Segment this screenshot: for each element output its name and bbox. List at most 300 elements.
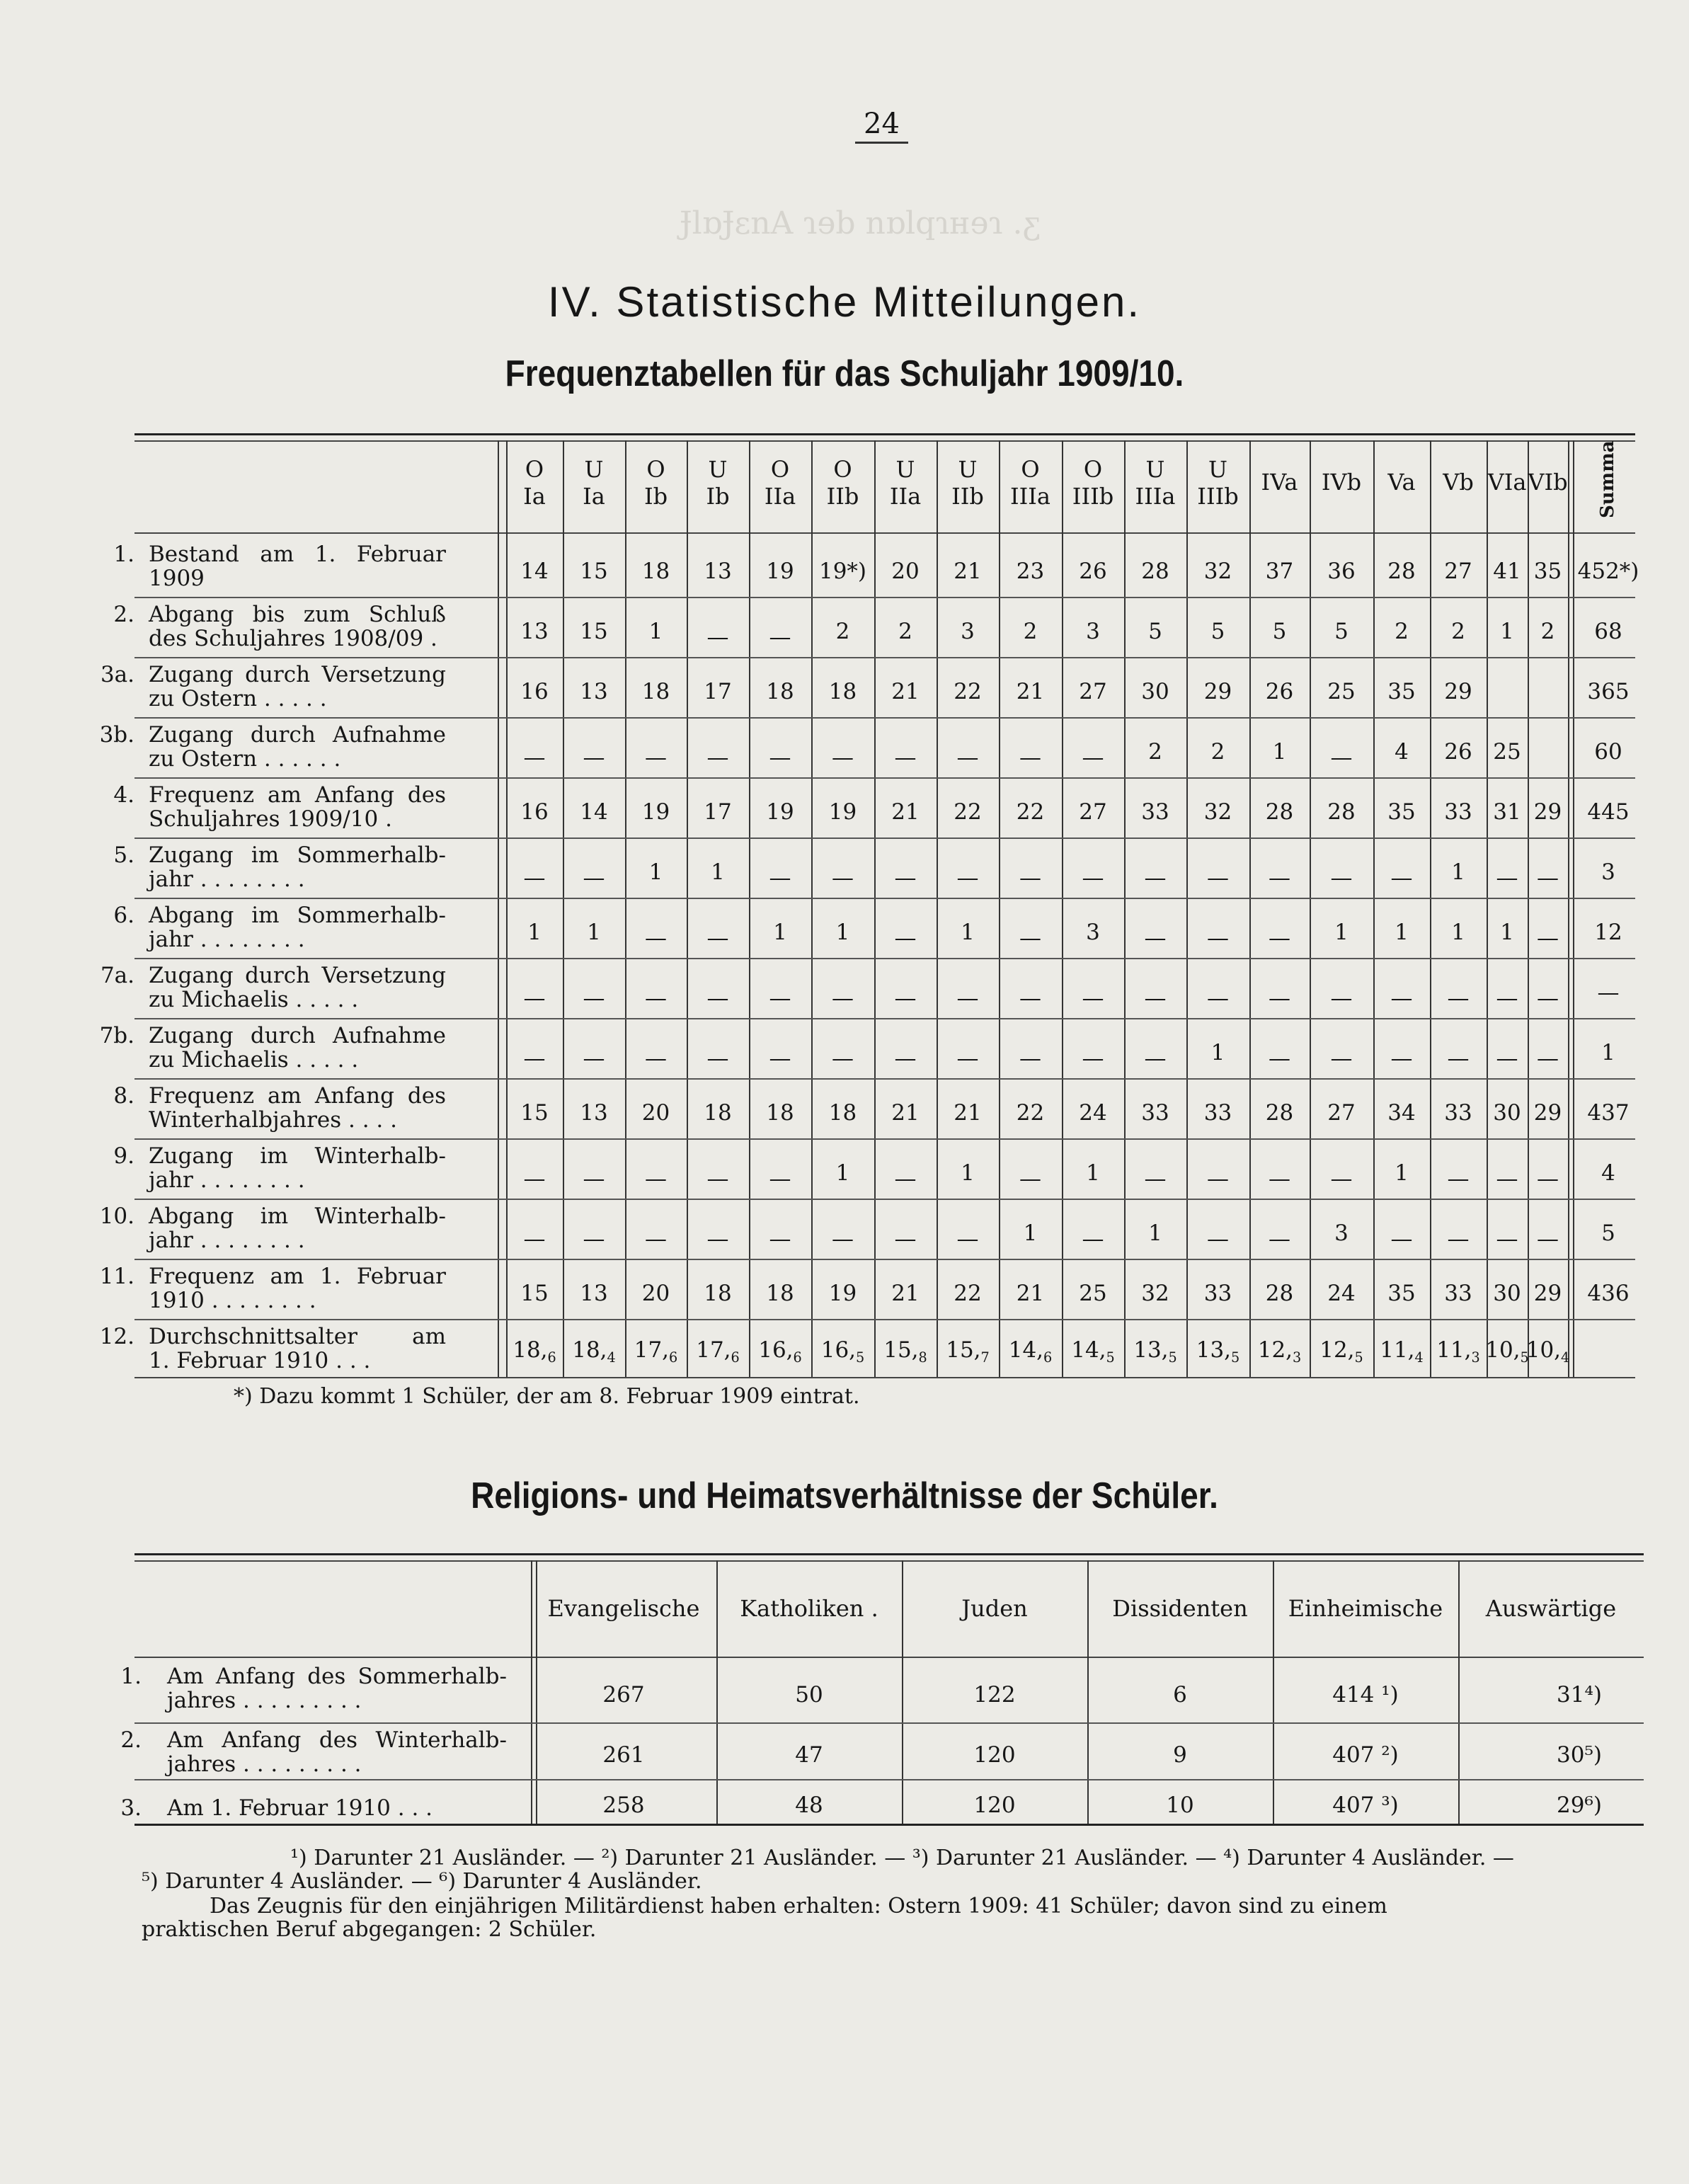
class-header-top: O xyxy=(525,456,544,483)
frequency-cell: 22 xyxy=(954,678,982,704)
column-rule xyxy=(536,1560,537,1824)
frequency-cell: — xyxy=(1447,1165,1470,1191)
frequency-cell: — xyxy=(769,985,791,1011)
row-label-line: Abgang bis zum Schluß xyxy=(149,602,446,627)
row-number: 5. xyxy=(113,842,134,868)
frequency-cell: — xyxy=(583,1225,605,1252)
frequency-cell: — xyxy=(1330,1045,1353,1071)
frequency-cell: 17 xyxy=(704,799,732,825)
religion-header: Evangelische xyxy=(547,1595,700,1622)
frequency-cell: 19 xyxy=(766,558,794,584)
frequency-cell: — xyxy=(1390,985,1413,1011)
frequency-cell: — xyxy=(1269,985,1290,1011)
frequency-cell: $18,_4$ xyxy=(572,1337,616,1366)
row-label-line: jahres . . . . . . . . . xyxy=(167,1751,362,1777)
frequency-cell: — xyxy=(769,624,791,650)
row-label-line: Frequenz am Anfang des xyxy=(149,1083,446,1109)
class-header xyxy=(827,456,859,510)
page-number: 24 xyxy=(855,108,908,144)
row-label-lines xyxy=(167,1664,507,1713)
frequency-cell: 15 xyxy=(580,558,608,584)
frequency-cell: 28 xyxy=(1327,799,1356,825)
row-label xyxy=(92,1084,488,1140)
row-label xyxy=(92,1144,488,1201)
frequency-cell: — xyxy=(1390,864,1413,891)
frequency-cell: 24 xyxy=(1079,1099,1107,1126)
frequency-cell: — xyxy=(1144,925,1167,951)
religion-cell: 120 xyxy=(973,1792,1016,1818)
class-header-top: U xyxy=(1145,456,1165,483)
frequency-cell: — xyxy=(645,1165,667,1191)
frequency-cell: 25 xyxy=(1493,738,1521,765)
frequency-cell: — xyxy=(1330,1165,1353,1191)
frequency-cell: 13 xyxy=(580,1280,608,1306)
class-header xyxy=(765,456,796,510)
frequency-cell: 27 xyxy=(1079,799,1107,825)
frequency-cell: — xyxy=(1537,1225,1559,1252)
frequency-cell: — xyxy=(645,925,667,951)
frequency-cell: — xyxy=(1082,864,1104,891)
frequency-cell: 2 xyxy=(898,618,912,644)
frequency-cell: $10,_4$ xyxy=(1525,1337,1570,1366)
row-label-line: jahres . . . . . . . . . xyxy=(167,1688,362,1713)
row-number: 1. xyxy=(120,1664,142,1689)
row-label-line: Zugang durch Aufnahme xyxy=(149,1023,446,1048)
row-label-line: Abgang im Sommerhalb- xyxy=(149,903,446,928)
class-header-bottom: Ia xyxy=(523,483,546,510)
religion-cell: 9 xyxy=(1173,1742,1187,1768)
column-rule xyxy=(1186,440,1188,1377)
frequency-cell: — xyxy=(769,1225,791,1252)
frequency-cell: — xyxy=(583,1165,605,1191)
frequency-cell: 36 xyxy=(1327,558,1356,584)
frequency-cell: — xyxy=(1537,1045,1559,1071)
summa-cell: 4 xyxy=(1601,1160,1615,1186)
summa-cell: 60 xyxy=(1594,738,1622,765)
class-header xyxy=(706,456,729,510)
frequency-cell: $14,_5$ xyxy=(1071,1337,1115,1366)
frequency-cell: — xyxy=(1537,985,1559,1011)
row-label-line: des Schuljahres 1908/09 . xyxy=(149,626,437,651)
frequency-cell: 1 xyxy=(1023,1220,1038,1246)
class-header-bottom: IIb xyxy=(826,483,859,510)
frequency-cell: — xyxy=(1082,744,1104,770)
summa-cell: 437 xyxy=(1587,1099,1630,1126)
frequency-cell: 2 xyxy=(1210,738,1225,765)
frequency-cell: $18,_6$ xyxy=(513,1337,556,1366)
row-label xyxy=(92,783,488,840)
class-header xyxy=(583,456,605,510)
frequency-cell: — xyxy=(1269,1225,1290,1252)
religion-cell: 122 xyxy=(973,1682,1016,1708)
row-label xyxy=(92,602,488,659)
frequency-cell: — xyxy=(1330,985,1353,1011)
row-label-line: Schuljahres 1909/10 . xyxy=(149,806,392,832)
frequency-cell: 18 xyxy=(704,1280,732,1306)
frequency-cell: — xyxy=(832,1225,854,1252)
frequency-cell: — xyxy=(1537,864,1559,891)
religion-cell: 29⁶) xyxy=(1557,1792,1602,1818)
frequency-cell: — xyxy=(769,1045,791,1071)
column-rule xyxy=(1430,440,1431,1377)
frequency-cell: 13 xyxy=(704,558,732,584)
class-header-bottom: IVb xyxy=(1321,469,1362,496)
frequency-cell: — xyxy=(832,1045,854,1071)
column-rule xyxy=(1487,440,1488,1377)
frequency-cell: $16,_6$ xyxy=(758,1337,802,1366)
frequency-cell: 13 xyxy=(580,1099,608,1126)
row-label xyxy=(92,903,488,960)
frequency-cell: — xyxy=(1496,1045,1518,1071)
row-label-line: jahr . . . . . . . . xyxy=(149,867,305,892)
frequency-cell: — xyxy=(1144,1045,1167,1071)
frequency-cell: 1 xyxy=(1500,919,1514,945)
row-label-line: 1910 . . . . . . . . xyxy=(149,1288,316,1313)
frequency-cell: 35 xyxy=(1387,678,1416,704)
religion-header-rule xyxy=(134,1657,1644,1658)
frequency-cell: 13 xyxy=(580,678,608,704)
column-rule xyxy=(498,440,499,1377)
religion-table-title: Religions- und Heimatsverhältnisse der Schüler. xyxy=(471,1474,1218,1516)
frequency-cell: — xyxy=(956,1045,979,1071)
frequency-cell: 5 xyxy=(1148,618,1162,644)
frequency-cell: — xyxy=(832,985,854,1011)
frequency-cell: — xyxy=(1496,864,1518,891)
class-header-bottom: IIa xyxy=(889,483,922,510)
religion-cell: 267 xyxy=(602,1682,645,1708)
frequency-cell: — xyxy=(1144,1165,1167,1191)
frequency-cell: — xyxy=(1144,864,1167,891)
frequency-cell: 1 xyxy=(835,1160,850,1186)
frequency-cell: 5 xyxy=(1272,618,1287,644)
frequency-cell: 22 xyxy=(954,1280,982,1306)
column-rule xyxy=(999,440,1000,1377)
frequency-cell: $12,_5$ xyxy=(1319,1337,1363,1366)
row-number: 1. xyxy=(113,542,134,567)
religion-cell: 30⁵) xyxy=(1557,1742,1602,1768)
frequency-cell: 35 xyxy=(1533,558,1562,584)
frequency-cell: 1 xyxy=(773,919,787,945)
class-header xyxy=(1135,456,1176,510)
class-header-bottom: Ib xyxy=(643,483,668,510)
row-label xyxy=(92,1325,488,1381)
class-header xyxy=(1197,456,1238,510)
frequency-cell: 25 xyxy=(1327,678,1356,704)
row-label-line: Zugang durch Aufnahme xyxy=(149,722,446,748)
frequency-cell: 1 xyxy=(1086,1160,1100,1186)
row-label xyxy=(106,1664,524,1721)
column-rule xyxy=(563,440,564,1377)
frequency-cell: — xyxy=(1207,1225,1229,1252)
frequency-cell: — xyxy=(645,985,667,1011)
class-header xyxy=(890,456,921,510)
frequency-cell: 22 xyxy=(1016,799,1045,825)
frequency-cell: 2 xyxy=(1451,618,1465,644)
frequency-cell: 19*) xyxy=(818,558,867,584)
class-header-top: O xyxy=(833,456,852,483)
column-rule xyxy=(531,1560,532,1824)
class-header xyxy=(644,456,668,510)
frequency-cell: 23 xyxy=(1016,558,1045,584)
row-label-line: Abgang im Winterhalb- xyxy=(149,1204,446,1229)
frequency-cell: — xyxy=(1019,1045,1041,1071)
frequency-cell: 18 xyxy=(641,678,670,704)
frequency-cell: — xyxy=(1144,985,1167,1011)
frequency-cell: 1 xyxy=(1272,738,1287,765)
frequency-cell: 33 xyxy=(1203,1280,1232,1306)
frequency-cell: 30 xyxy=(1141,678,1169,704)
religion-cell: 6 xyxy=(1173,1682,1187,1708)
frequency-cell: — xyxy=(645,1045,667,1071)
row-label-line: jahr . . . . . . . . xyxy=(149,1228,305,1253)
frequency-cell: 3 xyxy=(1086,618,1100,644)
class-header xyxy=(1387,469,1415,496)
frequency-cell: 27 xyxy=(1079,678,1107,704)
frequency-cell: 31 xyxy=(1493,799,1521,825)
frequency-cell: 29 xyxy=(1203,678,1232,704)
frequency-cell: 21 xyxy=(891,799,920,825)
frequency-cell: $10,_5$ xyxy=(1485,1337,1529,1366)
row-number: 6. xyxy=(113,903,134,928)
frequency-cell: 27 xyxy=(1327,1099,1356,1126)
frequency-cell: — xyxy=(583,1045,605,1071)
frequency-cell: 3 xyxy=(1334,1220,1349,1246)
frequency-cell: 26 xyxy=(1079,558,1107,584)
frequency-cell: 5 xyxy=(1334,618,1349,644)
row-label-line: Am Anfang des Sommerhalb- xyxy=(167,1664,507,1689)
column-rule xyxy=(1249,440,1251,1377)
frequency-cell: — xyxy=(1082,1225,1104,1252)
bleed-through: ɈlɒɈɛnA ɿɘb nɒlqɿʜɘɿ .ƹ xyxy=(680,205,1041,241)
summa-cell: 445 xyxy=(1587,799,1630,825)
summa-cell: 68 xyxy=(1594,618,1622,644)
row-label-lines xyxy=(149,1024,446,1072)
frequency-cell: — xyxy=(706,1165,729,1191)
frequency-cell: 19 xyxy=(641,799,670,825)
column-rule xyxy=(749,440,750,1377)
frequency-cell: 18 xyxy=(828,678,857,704)
class-header-top: O xyxy=(646,456,665,483)
row-label xyxy=(92,964,488,1020)
column-rule xyxy=(1573,440,1574,1377)
frequency-cell: 35 xyxy=(1387,1280,1416,1306)
religion-cell: 258 xyxy=(602,1792,645,1818)
frequency-cell: $15,_8$ xyxy=(883,1337,927,1366)
religion-top-rule-2 xyxy=(134,1560,1644,1562)
frequency-cell: — xyxy=(583,985,605,1011)
row-label xyxy=(92,542,488,599)
class-header-top: U xyxy=(895,456,915,483)
frequency-cell: 28 xyxy=(1265,799,1294,825)
class-header-bottom: Vb xyxy=(1443,469,1474,496)
frequency-cell: 20 xyxy=(891,558,920,584)
row-number: 11. xyxy=(99,1264,134,1289)
frequency-cell: — xyxy=(706,744,729,770)
frequency-cell: — xyxy=(706,1225,729,1252)
row-label-lines xyxy=(149,783,446,831)
row-label-line: Frequenz am 1. Februar xyxy=(149,1264,446,1289)
class-header-bottom: Va xyxy=(1387,469,1416,496)
frequency-cell: 1 xyxy=(1451,919,1465,945)
summa-cell: — xyxy=(1597,979,1620,1005)
frequency-cell: 30 xyxy=(1493,1280,1521,1306)
column-rule xyxy=(1373,440,1375,1377)
frequency-cell: 25 xyxy=(1079,1280,1107,1306)
column-rule xyxy=(1310,440,1311,1377)
table-top-rule xyxy=(134,433,1635,435)
frequency-cell: — xyxy=(523,1225,546,1252)
frequency-cell: — xyxy=(706,925,729,951)
row-number: 4. xyxy=(113,782,134,808)
frequency-cell: 26 xyxy=(1265,678,1294,704)
frequency-cell: 2 xyxy=(835,618,850,644)
frequency-cell: — xyxy=(1447,1225,1470,1252)
frequency-cell: $13,_5$ xyxy=(1196,1337,1240,1366)
frequency-footnote: *) Dazu kommt 1 Schüler, der am 8. Februar 1909 eintrat. xyxy=(234,1384,860,1409)
row-number: 7a. xyxy=(100,963,134,988)
frequency-cell: $13,_5$ xyxy=(1133,1337,1177,1366)
frequency-cell: — xyxy=(894,1165,917,1191)
frequency-cell: 21 xyxy=(954,558,982,584)
class-header-bottom: IVa xyxy=(1261,469,1298,496)
class-header-bottom: IIa xyxy=(764,483,796,510)
frequency-cell: — xyxy=(769,744,791,770)
frequency-cell: 19 xyxy=(828,799,857,825)
frequency-cell: — xyxy=(1269,925,1290,951)
frequency-cell: 1 xyxy=(1451,859,1465,885)
frequency-cell: — xyxy=(894,985,917,1011)
religion-cell: 261 xyxy=(602,1742,645,1768)
frequency-cell: 32 xyxy=(1141,1280,1169,1306)
frequency-cell: 16 xyxy=(520,678,549,704)
frequency-cell: 1 xyxy=(1395,1160,1409,1186)
frequency-cell: 29 xyxy=(1533,1280,1562,1306)
row-label-lines xyxy=(149,542,446,590)
frequency-cell: 22 xyxy=(954,799,982,825)
religion-cell: 31⁴) xyxy=(1557,1682,1602,1708)
row-number: 3. xyxy=(120,1795,142,1821)
row-number: 8. xyxy=(113,1083,134,1109)
frequency-cell: $11,_3$ xyxy=(1436,1337,1480,1366)
row-label-line: zu Michaelis . . . . . xyxy=(149,1047,359,1073)
frequency-cell: 34 xyxy=(1387,1099,1416,1126)
row-label-lines xyxy=(149,843,446,891)
frequency-cell: 32 xyxy=(1203,558,1232,584)
row-label xyxy=(92,1204,488,1261)
frequency-cell: 1 xyxy=(1148,1220,1162,1246)
frequency-cell: — xyxy=(1390,1045,1413,1071)
frequency-cell: — xyxy=(956,744,979,770)
frequency-cell: 37 xyxy=(1265,558,1294,584)
row-label-line: zu Ostern . . . . . xyxy=(149,686,327,711)
frequency-cell: 35 xyxy=(1387,799,1416,825)
row-label-line: Bestand am 1. Februar xyxy=(149,542,446,567)
row-label-line: jahr . . . . . . . . xyxy=(149,1167,305,1193)
frequency-cell: — xyxy=(894,1045,917,1071)
row-label xyxy=(92,843,488,900)
column-rule xyxy=(1528,440,1529,1377)
frequency-cell: — xyxy=(1496,1225,1518,1252)
frequency-cell: $16,_5$ xyxy=(820,1337,865,1366)
class-header-bottom: IIb xyxy=(951,483,984,510)
frequency-cell: 19 xyxy=(828,1280,857,1306)
frequency-cell: 17 xyxy=(704,678,732,704)
column-rule xyxy=(716,1560,718,1824)
class-header-bottom: IIIb xyxy=(1072,483,1114,510)
frequency-cell: 1 xyxy=(1210,1039,1225,1065)
religion-footnote-2: ⁵) Darunter 4 Ausländer. — ⁶) Darunter 4 Ausländer. xyxy=(142,1869,702,1894)
frequency-cell: 18 xyxy=(704,1099,732,1126)
frequency-cell: 33 xyxy=(1203,1099,1232,1126)
religion-cell: 120 xyxy=(973,1742,1016,1768)
frequency-cell: 33 xyxy=(1141,1099,1169,1126)
column-rule xyxy=(506,440,508,1377)
frequency-cell: — xyxy=(1207,925,1229,951)
row-label-line: 1. Februar 1910 . . . xyxy=(149,1348,371,1373)
religion-header: Einheimische xyxy=(1288,1595,1443,1622)
column-rule xyxy=(937,440,938,1377)
frequency-cell: — xyxy=(1390,1225,1413,1252)
frequency-cell: — xyxy=(832,744,854,770)
frequency-cell: — xyxy=(894,1225,917,1252)
row-label-lines xyxy=(167,1796,507,1820)
row-label-lines xyxy=(149,903,446,951)
frequency-cell: 28 xyxy=(1387,558,1416,584)
frequency-cell: — xyxy=(1207,1165,1229,1191)
frequency-cell: 21 xyxy=(891,678,920,704)
class-header-top: O xyxy=(1021,456,1040,483)
column-rule xyxy=(902,1560,903,1824)
row-label-lines xyxy=(149,1204,446,1252)
frequency-cell: — xyxy=(706,624,729,650)
frequency-cell: 21 xyxy=(891,1280,920,1306)
frequency-cell: — xyxy=(1019,1165,1041,1191)
frequency-cell: 3 xyxy=(1086,919,1100,945)
class-header-bottom: VIa xyxy=(1487,469,1527,496)
frequency-cell: — xyxy=(1496,985,1518,1011)
frequency-cell: 33 xyxy=(1444,1280,1472,1306)
row-label xyxy=(92,1264,488,1321)
frequency-cell: — xyxy=(523,1045,546,1071)
frequency-cell: 26 xyxy=(1444,738,1472,765)
frequency-cell: 5 xyxy=(1210,618,1225,644)
summa-header: Summa xyxy=(1597,440,1618,518)
frequency-cell: 27 xyxy=(1444,558,1472,584)
frequency-cell: 24 xyxy=(1327,1280,1356,1306)
header-bottom-rule xyxy=(134,532,1635,534)
summa-cell: 12 xyxy=(1594,919,1622,945)
religion-cell: 48 xyxy=(795,1792,823,1818)
frequency-cell: — xyxy=(1019,864,1041,891)
frequency-cell: 20 xyxy=(641,1099,670,1126)
row-label-lines xyxy=(149,1084,446,1132)
frequency-cell: — xyxy=(645,744,667,770)
class-header xyxy=(1010,456,1050,510)
frequency-cell: 21 xyxy=(1016,678,1045,704)
column-rule xyxy=(1458,1560,1460,1824)
row-label xyxy=(106,1796,524,1853)
frequency-cell: 1 xyxy=(527,919,542,945)
frequency-cell: 18 xyxy=(641,558,670,584)
frequency-cell: 1 xyxy=(1395,919,1409,945)
frequency-cell: 29 xyxy=(1533,799,1562,825)
column-rule xyxy=(687,440,688,1377)
frequency-cell: 19 xyxy=(766,799,794,825)
frequency-cell: — xyxy=(706,985,729,1011)
table-top-rule-2 xyxy=(134,440,1635,442)
row-label xyxy=(92,663,488,719)
row-label-lines xyxy=(149,602,446,651)
